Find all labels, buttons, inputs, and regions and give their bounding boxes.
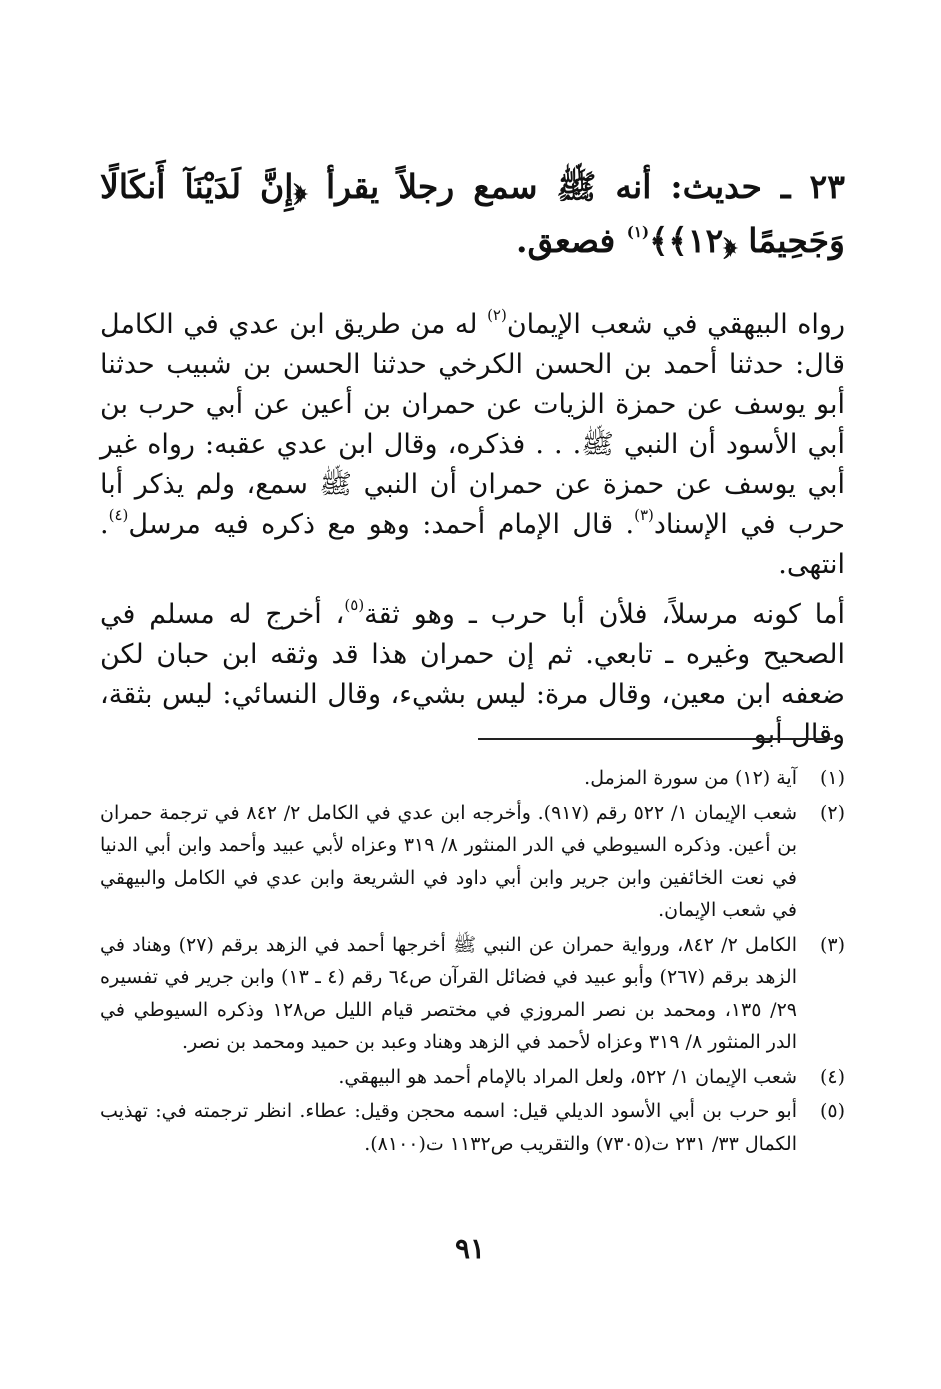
footnote (100, 797, 845, 927)
hadith-number: ٢٣ (809, 167, 845, 206)
footnote-number: (٤) (819, 1065, 845, 1088)
paragraph-2-part-b: ، أخرج له مسلم في الصحيح وغيره ـ تابعي. ثم إن حمران هذا قد وثقه ابن حبان لكن ضعفه ابن معين، وقال مرة: ليس بشيء، وقال النسائي: ليس بثقة، وقال أبو (100, 599, 845, 750)
footnote-ref-3: (٣) (634, 506, 654, 524)
footnote-number: (١) (819, 767, 845, 789)
paragraph-1-part-a: رواه البيهقي في شعب الإيمان (506, 309, 845, 340)
footnote-ref-1: (١) (626, 223, 650, 241)
paragraph-1 (100, 305, 845, 585)
footnote-divider (478, 738, 833, 740)
heading-separator: ـ (761, 167, 810, 206)
footnote-ref-4: (٤) (108, 506, 129, 524)
footnote-text: شعب الإيمان ١/ ٥٢٢ رقم (٩١٧). وأخرجه ابن عدي في الكامل ٢/ ٨٤٢ في ترجمة حمران بن أعين. وذكره السيوطي في الدر المنثور ٨/ ٣١٩ وعزاه لأبي عبيد وأحمد وابن أبي الدنيا في نعت الخائفين وابن جرير وابن أبي داود في الشريعة وابن عدي في الكامل والبيهقي في شعب الإيمان. (100, 801, 797, 921)
footnote-number: (٥) (819, 1100, 845, 1122)
footnote-ref-5: (٥) (344, 596, 365, 614)
heading-label: حديث: (670, 167, 762, 206)
paragraph-1-part-d: . انتهى. (100, 509, 845, 580)
footnote-text: الكامل ٢/ ٨٤٢، ورواية حمران عن النبي ﷺ أخرجها أحمد في الزهد برقم (٢٧) وهناد في الزهد برقم (٢٦٧) وأبو عبيد في فضائل القرآن ص٦٤ رقم (٤ ـ ١٣) وابن جرير في تفسيره ٢٩/ ١٣٥، ومحمد بن نصر المروزي في مختصر قيام الليل ص١٢٨ وذكره السيوطي في الدر المنثور ٨/ ٣١٩ وعزاه لأحمد في الزهد وهناد وعبد بن حميد ومحمد بن نصر. (100, 933, 797, 1053)
footnote-number: (٢) (819, 801, 845, 824)
footnote (100, 1095, 845, 1160)
footnote-text: آية (١٢) من سورة المزمل. (584, 767, 797, 789)
hadith-heading (100, 160, 845, 268)
footnote (100, 1061, 845, 1094)
heading-text: أنه ﷺ سمع رجلاً يقرأ ﴿إِنَّ لَدَيْنَآ أَنكَالًا وَجَحِيمًا ﴿١٢﴾﴾ (100, 167, 845, 260)
heading-end: فصعق. (515, 221, 627, 260)
paragraph-2 (100, 595, 845, 755)
paragraph-1-part-c: . قال الإمام أحمد: وهو مع ذكره فيه مرسل (128, 509, 635, 540)
page-number: ٩١ (454, 1232, 486, 1265)
footnote (100, 762, 845, 795)
paragraph-2-part-a: أما كونه مرسلاً، فلأن أبا حرب ـ وهو ثقة (364, 599, 845, 630)
main-text (100, 305, 845, 755)
footnote-text: أبو حرب بن أبي الأسود الديلي قيل: اسمه محجن وقيل: عطاء. انظر ترجمته في: تهذيب الكمال ٣٣/ ٢٣١ ت(٧٣٠٥) والتقريب ص١١٣٢ ت(٨١٠٠). (100, 1100, 797, 1155)
footnotes (100, 762, 845, 1162)
footnote (100, 929, 845, 1059)
paragraph-1-part-b: له من طريق ابن عدي في الكامل قال: حدثنا أحمد بن الحسن الكرخي حدثنا الحسن بن شبيب حدثنا أبو يوسف عن حمزة الزيات عن حمران بن أعين عن أبي حرب بن أبي الأسود أن النبي ﷺ. . . فذكره، وقال ابن عدي عقبه: رواه غير أبي يوسف عن حمزة عن حمران أن النبي ﷺ سمع، ولم يذكر أبا حرب في الإسناد (100, 309, 845, 540)
footnote-text: شعب الإيمان ١/ ٥٢٢، ولعل المراد بالإمام أحمد هو البيهقي. (338, 1065, 797, 1088)
footnote-number: (٣) (819, 933, 845, 956)
footnote-ref-2: (٢) (487, 306, 507, 324)
